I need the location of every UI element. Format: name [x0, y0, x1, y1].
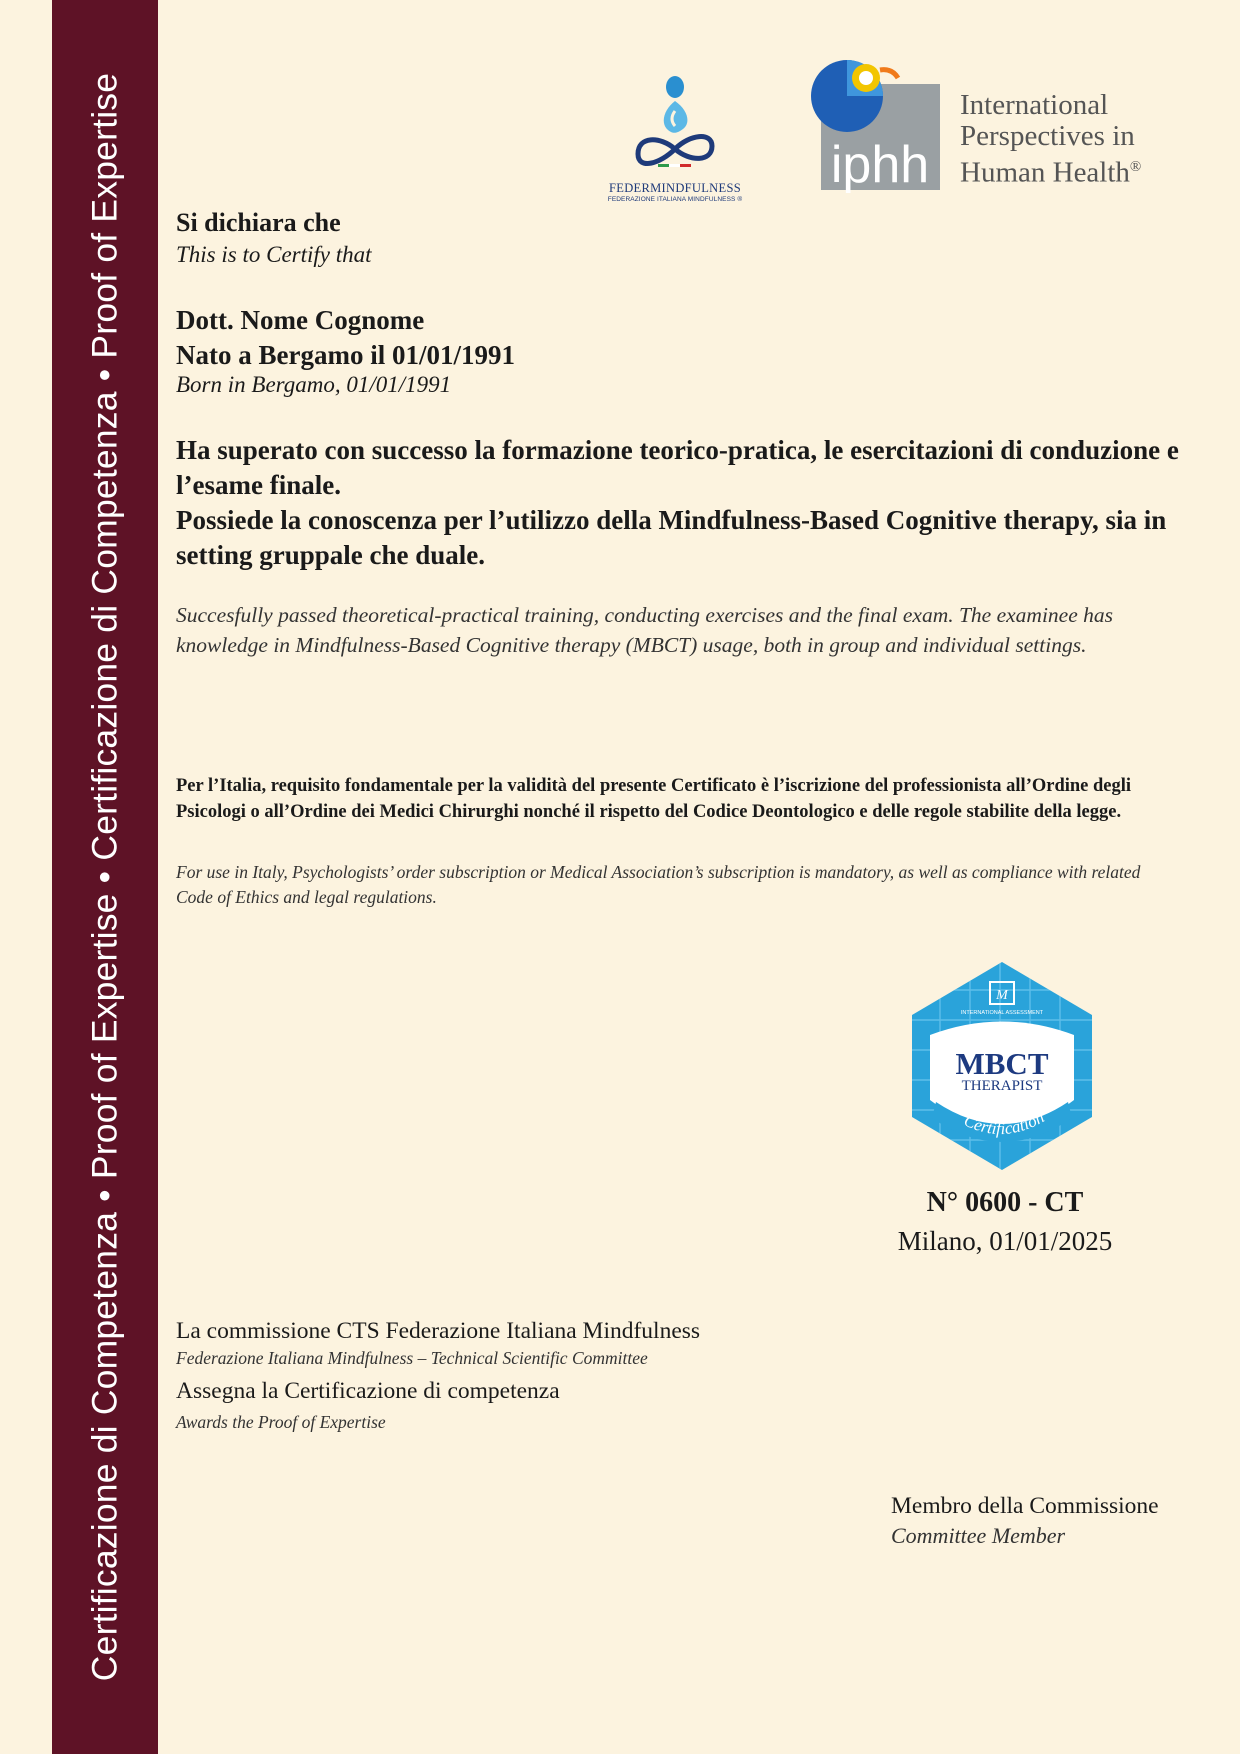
holder-name: Dott. Nome Cognome: [176, 305, 425, 335]
iphh-line-1: International: [960, 89, 1109, 121]
iphh-mark-icon: [800, 60, 950, 200]
mbct-badge: [910, 960, 1094, 1172]
side-band: [52, 0, 158, 1754]
iphh-line-2: Perspectives in: [960, 120, 1135, 152]
description-italian: [176, 433, 1186, 573]
iphh-tagline: [960, 90, 1141, 189]
committee-member-italian: Membro della Commissione: [891, 1493, 1159, 1519]
meditation-figure-icon: [630, 74, 720, 174]
certificate-number: N° 0600 - CT: [926, 1187, 1084, 1218]
badge-subtitle: THERAPIST: [961, 1078, 1043, 1094]
holder-block: [176, 303, 1176, 373]
requirement-italian: Per l’Italia, requisito fondamentale per la validità del presente Certificato è l’iscrizione del professionista all’Ordine degli Psicologi o all’Ordine dei Medici Chirurghi nonché il rispetto del Codice Deontologico e delle regole stabilite della legge.: [176, 776, 1132, 822]
committee-member-block: [891, 1493, 1159, 1549]
committee-english: Federazione Italiana Mindfulness – Technical Scientific Committee: [176, 1348, 648, 1368]
iphh-logo: [800, 60, 1240, 200]
intro-italian: Si dichiara che: [176, 208, 341, 237]
badge-title: MBCT: [955, 1046, 1049, 1081]
description-english: Succesfully passed theoretical-practical training, conducting exercises and the final exam. The examinee has knowledge in Mindfulness-Based Cognitive therapy (MBCT) usage, both in group and individual settings.: [176, 603, 1114, 657]
iphh-registered-mark: ®: [1129, 159, 1142, 175]
federmindfulness-name: FEDERMINDFULNESS: [609, 181, 741, 195]
svg-text:M: M: [996, 988, 1008, 1003]
holder-birth-english: Born in Bergamo, 01/01/1991: [176, 372, 452, 397]
badge-ribbon-text: Certification: [961, 1107, 1048, 1139]
description-italian-2: Possiede la conoscenza per l’utilizzo della Mindfulness-Based Cognitive therapy, sia in setting gruppale che duale.: [176, 505, 1167, 570]
holder-birth-italian: Nato a Bergamo il 01/01/1991: [176, 340, 515, 370]
side-band-text: Certificazione di Competenza • Proof of Expertise • Certificazione di Competenza • Proof of Expertise: [84, 72, 125, 1682]
description-italian-1: Ha superato con successo la formazione teorico-pratica, le esercitazioni di conduzione e l’esame finale.: [176, 435, 1179, 500]
badge-seal-text: INTERNATIONAL ASSESSMENT: [960, 1010, 1044, 1016]
issue-place-date: Milano, 01/01/2025: [897, 1226, 1113, 1256]
federmindfulness-logo: [600, 74, 750, 203]
federmindfulness-subtitle: FEDERAZIONE ITALIANA MINDFULNESS ®: [607, 196, 743, 203]
requirement-english: For use in Italy, Psychologists’ order subscription or Medical Association’s subscription is mandatory, as well as compliance with related Code of Ethics and legal regulations.: [176, 862, 1141, 907]
assignment-italian: Assegna la Certificazione di competenza: [176, 1378, 560, 1404]
committee-member-english: Committee Member: [891, 1523, 1066, 1548]
iphh-mark-text: iphh: [830, 136, 930, 194]
logo-header: [600, 60, 1200, 203]
committee-italian: La commissione CTS Federazione Italiana Mindfulness: [176, 1318, 701, 1344]
assignment-english: Awards the Proof of Expertise: [176, 1412, 386, 1432]
iphh-line-3: Human Health: [960, 156, 1130, 189]
intro-english: This is to Certify that: [176, 242, 372, 267]
